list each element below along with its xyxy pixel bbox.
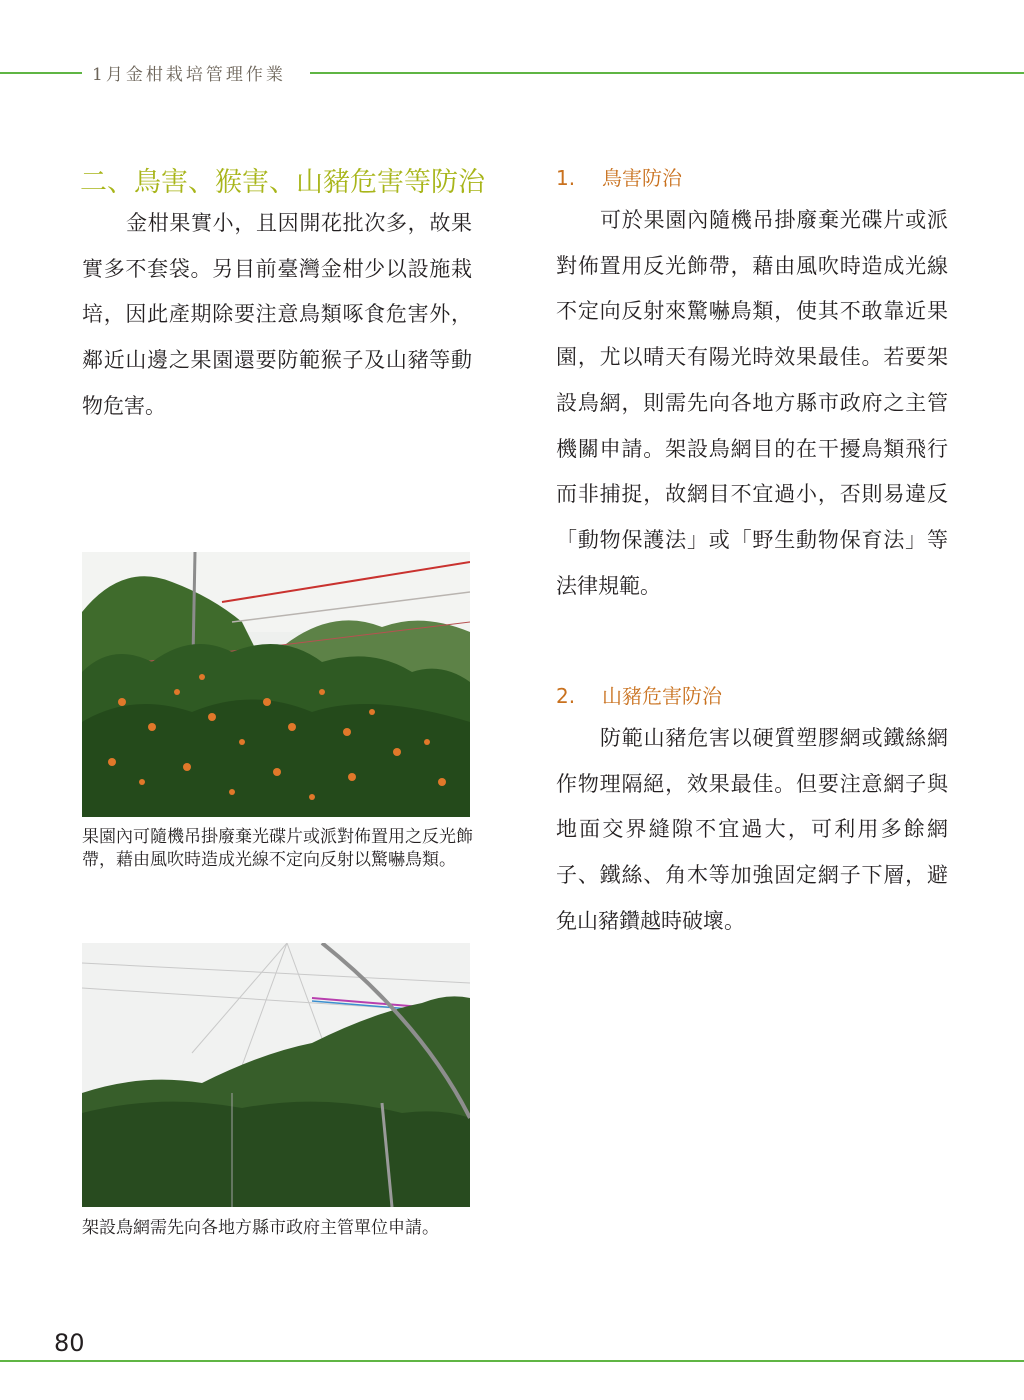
- header-rule-left: [0, 72, 82, 74]
- footer-rule: [0, 1360, 1024, 1362]
- boar-control-text: 防範山豬危害以硬質塑膠網或鐵絲網作物理隔絕，效果最佳。但要注意網子與地面交界縫隙不宜過大，可利用多餘網子、鐵絲、角木等加強固定網子下層，避免山豬鑽越時破壞。: [556, 726, 948, 933]
- photo-orchard-reflective-ribbons: [82, 552, 470, 817]
- photo-caption-1: 果園內可隨機吊掛廢棄光碟片或派對佈置用之反光飾帶，藉由風吹時造成光線不定向反射以驚嚇鳥類。: [82, 827, 473, 870]
- subheading-title: 鳥害防治: [602, 166, 682, 190]
- subheading-number: 2.: [556, 684, 576, 708]
- page-number: 80: [54, 1329, 85, 1357]
- bird-net-illustration: [82, 943, 470, 1207]
- photo-bird-net: [82, 943, 470, 1207]
- bird-control-text: 可於果園內隨機吊掛廢棄光碟片或派對佈置用反光飾帶，藉由風吹時造成光線不定向反射來驚嚇鳥類，使其不敢靠近果園，尤以晴天有陽光時效果最佳。若要架設鳥網，則需先向各地方縣市政府之主管機關申請。架設鳥網目的在干擾鳥類飛行而非捕捉，故網目不宜過小，否則易違反「動物保護法」或「野生動物保育法」等法律規範。: [556, 208, 948, 598]
- photo-caption-2: 架設鳥網需先向各地方縣市政府主管單位申請。: [82, 1218, 439, 1238]
- subheading-boar-control: [556, 680, 722, 709]
- orchard-ribbons-illustration: [82, 552, 470, 817]
- section-intro: 金柑果實小，且因開花批次多，故果實多不套袋。另目前臺灣金柑少以設施栽培，因此產期除要注意鳥類啄食危害外，鄰近山邊之果園還要防範猴子及山豬等動物危害。: [82, 211, 472, 418]
- subheading-number: 1.: [556, 166, 576, 190]
- section-title: 二、鳥害、猴害、山豬危害等防治: [80, 167, 485, 198]
- subheading-bird-control: [556, 162, 682, 191]
- subheading-title: 山豬危害防治: [602, 684, 722, 708]
- header-rule-right: [310, 72, 1024, 74]
- running-header: 1月金柑栽培管理作業: [92, 65, 286, 85]
